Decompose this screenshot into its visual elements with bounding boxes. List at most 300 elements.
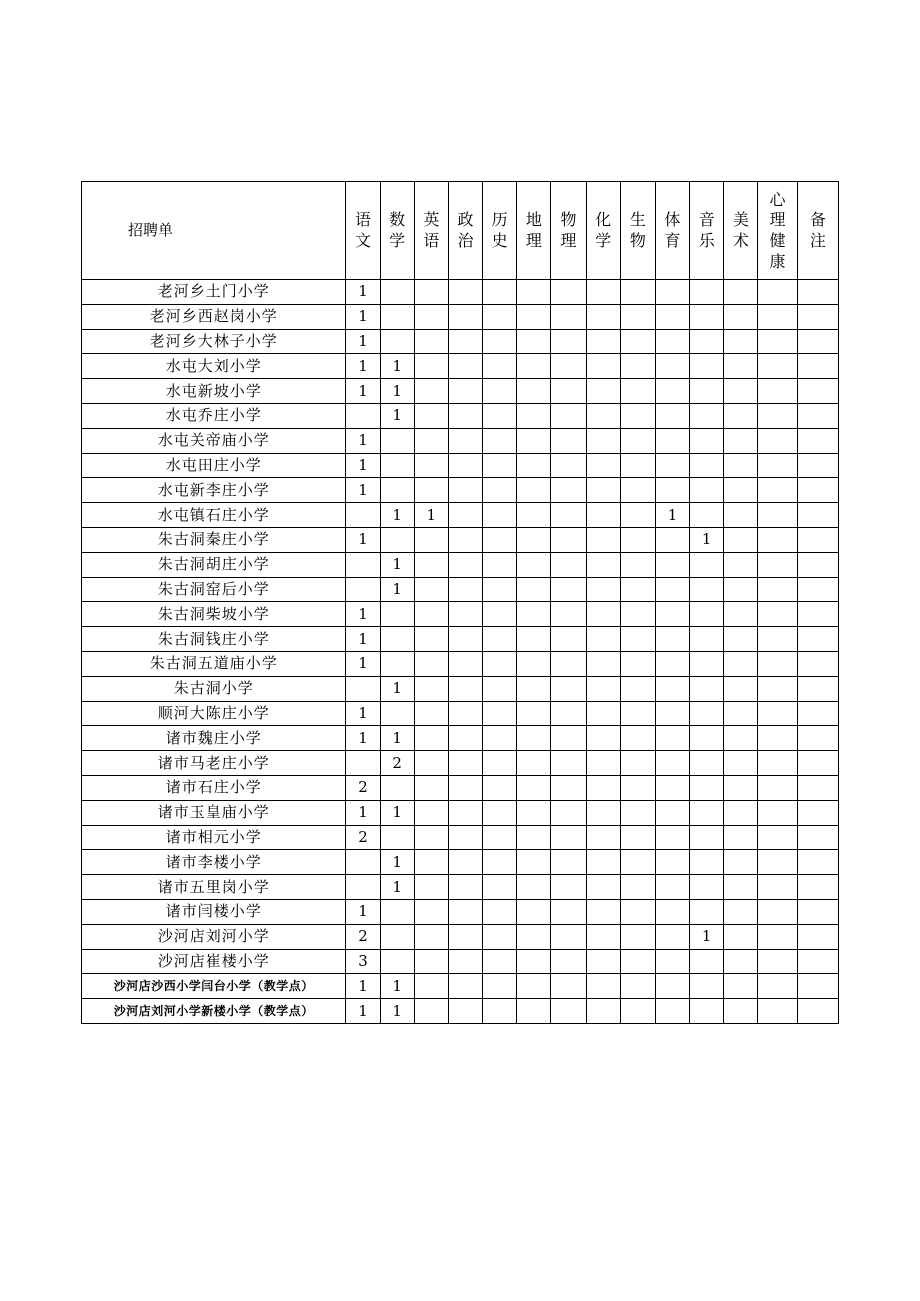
position-count-cell: 2: [380, 751, 414, 776]
recruitment-table: [81, 181, 839, 1024]
position-count-cell: 1: [690, 527, 724, 552]
position-count-cell: [620, 527, 655, 552]
table-row: [82, 403, 839, 428]
position-count-cell: [724, 379, 758, 404]
position-count-cell: [620, 875, 655, 900]
position-count-cell: [758, 602, 797, 627]
position-count-cell: [620, 924, 655, 949]
header-subject: [620, 182, 655, 280]
header-subject-char: 化: [595, 210, 612, 230]
position-count-cell: [551, 478, 586, 503]
position-count-cell: [414, 478, 448, 503]
school-name-cell: 水屯关帝庙小学: [82, 428, 346, 453]
header-subject: [517, 182, 551, 280]
position-count-cell: [620, 701, 655, 726]
position-count-cell: [448, 726, 482, 751]
position-count-cell: [620, 651, 655, 676]
position-count-cell: [346, 552, 380, 577]
position-count-cell: [551, 602, 586, 627]
header-subject-char: 语: [423, 231, 440, 250]
position-count-cell: [690, 726, 724, 751]
position-count-cell: [414, 825, 448, 850]
position-count-cell: [620, 825, 655, 850]
position-count-cell: [797, 850, 838, 875]
position-count-cell: [414, 751, 448, 776]
position-count-cell: 2: [346, 825, 380, 850]
position-count-cell: [586, 701, 620, 726]
position-count-cell: [586, 428, 620, 453]
position-count-cell: [724, 428, 758, 453]
table-row: [82, 825, 839, 850]
position-count-cell: [448, 379, 482, 404]
position-count-cell: [655, 726, 689, 751]
position-count-cell: [797, 899, 838, 924]
header-subject-char: 备: [809, 210, 826, 230]
position-count-cell: 1: [380, 354, 414, 379]
position-count-cell: [724, 974, 758, 999]
position-count-cell: [797, 280, 838, 305]
position-count-cell: [448, 428, 482, 453]
position-count-cell: [414, 304, 448, 329]
position-count-cell: [620, 478, 655, 503]
position-count-cell: [517, 924, 551, 949]
position-count-cell: [758, 379, 797, 404]
table-row: [82, 627, 839, 652]
position-count-cell: [655, 453, 689, 478]
position-count-cell: [551, 924, 586, 949]
header-subject: [551, 182, 586, 280]
header-subject: [758, 182, 797, 280]
position-count-cell: [414, 701, 448, 726]
position-count-cell: [655, 676, 689, 701]
position-count-cell: [655, 428, 689, 453]
position-count-cell: [346, 503, 380, 528]
position-count-cell: [448, 304, 482, 329]
header-subject-char: 康: [769, 251, 786, 271]
position-count-cell: [551, 974, 586, 999]
table-row: [82, 428, 839, 453]
school-name-cell: 朱古洞小学: [82, 676, 346, 701]
position-count-cell: [758, 701, 797, 726]
position-count-cell: [448, 280, 482, 305]
table-row: [82, 850, 839, 875]
position-count-cell: [724, 552, 758, 577]
position-count-cell: [483, 552, 517, 577]
position-count-cell: [517, 651, 551, 676]
position-count-cell: [724, 999, 758, 1024]
position-count-cell: [758, 577, 797, 602]
position-count-cell: 1: [346, 354, 380, 379]
table-row: [82, 478, 839, 503]
header-subject-char: 物: [560, 210, 577, 230]
position-count-cell: [655, 478, 689, 503]
table-row: [82, 949, 839, 974]
position-count-cell: [483, 304, 517, 329]
school-name-cell: 老河乡土门小学: [82, 280, 346, 305]
position-count-cell: [758, 527, 797, 552]
position-count-cell: 1: [346, 701, 380, 726]
position-count-cell: [586, 552, 620, 577]
position-count-cell: [483, 428, 517, 453]
position-count-cell: [724, 775, 758, 800]
header-subject: [724, 182, 758, 280]
school-name-cell: 诸市马老庄小学: [82, 751, 346, 776]
position-count-cell: 1: [346, 304, 380, 329]
position-count-cell: [690, 428, 724, 453]
position-count-cell: [620, 577, 655, 602]
position-count-cell: [483, 379, 517, 404]
position-count-cell: [655, 850, 689, 875]
position-count-cell: [758, 329, 797, 354]
position-count-cell: [517, 329, 551, 354]
position-count-cell: [724, 280, 758, 305]
position-count-cell: [551, 403, 586, 428]
position-count-cell: [797, 949, 838, 974]
position-count-cell: [797, 453, 838, 478]
position-count-cell: 1: [380, 503, 414, 528]
school-name-cell: 诸市石庄小学: [82, 775, 346, 800]
position-count-cell: [483, 602, 517, 627]
position-count-cell: [448, 329, 482, 354]
position-count-cell: [414, 875, 448, 900]
position-count-cell: [620, 403, 655, 428]
position-count-cell: [517, 602, 551, 627]
position-count-cell: [586, 379, 620, 404]
position-count-cell: 2: [346, 924, 380, 949]
position-count-cell: [797, 503, 838, 528]
position-count-cell: [724, 875, 758, 900]
position-count-cell: [758, 949, 797, 974]
position-count-cell: [551, 354, 586, 379]
position-count-cell: [586, 403, 620, 428]
position-count-cell: [655, 875, 689, 900]
table-row: [82, 280, 839, 305]
position-count-cell: [448, 602, 482, 627]
position-count-cell: [551, 751, 586, 776]
position-count-cell: [586, 651, 620, 676]
position-count-cell: [690, 379, 724, 404]
position-count-cell: [551, 428, 586, 453]
position-count-cell: [620, 949, 655, 974]
header-subject-char: 术: [732, 231, 749, 250]
header-subject-char: 心: [769, 189, 786, 209]
position-count-cell: [448, 627, 482, 652]
position-count-cell: [380, 651, 414, 676]
position-count-cell: [551, 825, 586, 850]
table-row: [82, 329, 839, 354]
position-count-cell: [690, 825, 724, 850]
position-count-cell: [758, 552, 797, 577]
position-count-cell: [346, 676, 380, 701]
position-count-cell: [690, 899, 724, 924]
position-count-cell: [724, 676, 758, 701]
table-row: [82, 775, 839, 800]
position-count-cell: [483, 775, 517, 800]
school-name-cell: 老河乡大林子小学: [82, 329, 346, 354]
position-count-cell: [483, 651, 517, 676]
position-count-cell: 1: [346, 329, 380, 354]
position-count-cell: [797, 329, 838, 354]
position-count-cell: [758, 627, 797, 652]
position-count-cell: 3: [346, 949, 380, 974]
position-count-cell: [380, 453, 414, 478]
position-count-cell: [517, 974, 551, 999]
school-name-cell: 水屯田庄小学: [82, 453, 346, 478]
header-subject-char: 文: [354, 231, 371, 250]
position-count-cell: 2: [346, 775, 380, 800]
position-count-cell: [380, 602, 414, 627]
position-count-cell: [797, 527, 838, 552]
header-subject-char: 理: [525, 231, 542, 250]
position-count-cell: [414, 800, 448, 825]
position-count-cell: [448, 825, 482, 850]
position-count-cell: [655, 527, 689, 552]
school-name-cell: 诸市李楼小学: [82, 850, 346, 875]
position-count-cell: [797, 875, 838, 900]
position-count-cell: [483, 924, 517, 949]
position-count-cell: [483, 453, 517, 478]
position-count-cell: [758, 875, 797, 900]
position-count-cell: [620, 379, 655, 404]
position-count-cell: [586, 899, 620, 924]
table-row: [82, 999, 839, 1024]
position-count-cell: [724, 577, 758, 602]
position-count-cell: [414, 627, 448, 652]
position-count-cell: [655, 304, 689, 329]
position-count-cell: [620, 676, 655, 701]
position-count-cell: [797, 825, 838, 850]
position-count-cell: [586, 775, 620, 800]
header-recruiting-unit: 招聘单: [82, 182, 346, 280]
school-name-cell: 诸市相元小学: [82, 825, 346, 850]
header-subject: [380, 182, 414, 280]
position-count-cell: [690, 676, 724, 701]
school-name-cell: 朱古洞钱庄小学: [82, 627, 346, 652]
position-count-cell: [620, 726, 655, 751]
position-count-cell: [797, 478, 838, 503]
position-count-cell: [483, 527, 517, 552]
position-count-cell: [483, 403, 517, 428]
position-count-cell: [758, 354, 797, 379]
position-count-cell: [551, 775, 586, 800]
position-count-cell: [690, 701, 724, 726]
position-count-cell: [551, 676, 586, 701]
table-row: [82, 577, 839, 602]
position-count-cell: [797, 379, 838, 404]
position-count-cell: 1: [346, 478, 380, 503]
school-name-cell: 沙河店沙西小学闫台小学（教学点）: [82, 974, 346, 999]
position-count-cell: [586, 354, 620, 379]
position-count-cell: [690, 552, 724, 577]
position-count-cell: [620, 775, 655, 800]
position-count-cell: [586, 875, 620, 900]
position-count-cell: [483, 627, 517, 652]
header-subject: [448, 182, 482, 280]
table-row: [82, 726, 839, 751]
position-count-cell: [655, 280, 689, 305]
position-count-cell: [797, 800, 838, 825]
school-name-cell: 水屯镇石庄小学: [82, 503, 346, 528]
position-count-cell: [586, 503, 620, 528]
position-count-cell: [448, 775, 482, 800]
position-count-cell: [690, 304, 724, 329]
position-count-cell: [690, 354, 724, 379]
position-count-cell: [620, 850, 655, 875]
position-count-cell: [586, 751, 620, 776]
position-count-cell: [690, 280, 724, 305]
position-count-cell: [797, 627, 838, 652]
table-row: [82, 527, 839, 552]
position-count-cell: [758, 651, 797, 676]
header-subject-char: 历: [491, 210, 508, 230]
position-count-cell: [448, 751, 482, 776]
position-count-cell: [620, 329, 655, 354]
school-name-cell: 朱古洞五道庙小学: [82, 651, 346, 676]
position-count-cell: [586, 949, 620, 974]
header-subject-char: 英: [423, 210, 440, 230]
position-count-cell: [724, 354, 758, 379]
position-count-cell: [380, 329, 414, 354]
position-count-cell: [380, 701, 414, 726]
position-count-cell: [620, 280, 655, 305]
position-count-cell: [448, 676, 482, 701]
position-count-cell: [346, 875, 380, 900]
position-count-cell: [551, 701, 586, 726]
position-count-cell: [758, 453, 797, 478]
position-count-cell: [551, 280, 586, 305]
position-count-cell: 1: [346, 974, 380, 999]
position-count-cell: [655, 949, 689, 974]
table-row: [82, 552, 839, 577]
position-count-cell: [724, 651, 758, 676]
position-count-cell: [448, 701, 482, 726]
position-count-cell: [551, 304, 586, 329]
position-count-cell: [797, 602, 838, 627]
position-count-cell: [551, 527, 586, 552]
position-count-cell: [414, 280, 448, 305]
position-count-cell: [448, 503, 482, 528]
school-name-cell: 水屯乔庄小学: [82, 403, 346, 428]
position-count-cell: [517, 701, 551, 726]
position-count-cell: [414, 527, 448, 552]
position-count-cell: [724, 329, 758, 354]
position-count-cell: [448, 974, 482, 999]
position-count-cell: [620, 552, 655, 577]
position-count-cell: [517, 775, 551, 800]
position-count-cell: [517, 726, 551, 751]
school-name-cell: 诸市闫楼小学: [82, 899, 346, 924]
position-count-cell: [517, 999, 551, 1024]
position-count-cell: [380, 949, 414, 974]
header-subject-char: 音: [698, 210, 715, 230]
position-count-cell: [517, 478, 551, 503]
school-name-cell: 朱古洞秦庄小学: [82, 527, 346, 552]
position-count-cell: [517, 850, 551, 875]
position-count-cell: [483, 751, 517, 776]
position-count-cell: [797, 304, 838, 329]
position-count-cell: [517, 304, 551, 329]
position-count-cell: [551, 552, 586, 577]
position-count-cell: [448, 949, 482, 974]
position-count-cell: [414, 602, 448, 627]
position-count-cell: [586, 527, 620, 552]
position-count-cell: [690, 751, 724, 776]
position-count-cell: [655, 602, 689, 627]
position-count-cell: [448, 651, 482, 676]
position-count-cell: [620, 627, 655, 652]
position-count-cell: [620, 800, 655, 825]
position-count-cell: [586, 329, 620, 354]
header-subject-char: 学: [389, 231, 406, 250]
position-count-cell: [380, 304, 414, 329]
position-count-cell: [448, 899, 482, 924]
school-name-cell: 朱古洞柴坡小学: [82, 602, 346, 627]
position-count-cell: 1: [346, 651, 380, 676]
position-count-cell: [758, 726, 797, 751]
position-count-cell: [414, 999, 448, 1024]
position-count-cell: [346, 751, 380, 776]
position-count-cell: [346, 577, 380, 602]
position-count-cell: [655, 825, 689, 850]
position-count-cell: [724, 478, 758, 503]
position-count-cell: 1: [655, 503, 689, 528]
position-count-cell: [724, 453, 758, 478]
position-count-cell: [448, 999, 482, 1024]
position-count-cell: [517, 379, 551, 404]
table-row: [82, 354, 839, 379]
position-count-cell: [724, 850, 758, 875]
position-count-cell: [655, 577, 689, 602]
position-count-cell: [448, 403, 482, 428]
position-count-cell: [620, 602, 655, 627]
header-subject-char: 理: [769, 210, 786, 230]
header-subject-char: 语: [354, 210, 371, 230]
position-count-cell: [380, 280, 414, 305]
position-count-cell: [414, 329, 448, 354]
position-count-cell: [448, 453, 482, 478]
position-count-cell: [517, 627, 551, 652]
header-subject-char: 育: [664, 231, 681, 250]
position-count-cell: [690, 974, 724, 999]
position-count-cell: [758, 280, 797, 305]
position-count-cell: [797, 577, 838, 602]
position-count-cell: 1: [346, 999, 380, 1024]
position-count-cell: [724, 527, 758, 552]
position-count-cell: [586, 924, 620, 949]
position-count-cell: [655, 751, 689, 776]
position-count-cell: [655, 999, 689, 1024]
position-count-cell: 1: [346, 726, 380, 751]
position-count-cell: 1: [346, 280, 380, 305]
position-count-cell: [483, 503, 517, 528]
table-row: [82, 379, 839, 404]
position-count-cell: [690, 775, 724, 800]
position-count-cell: [414, 949, 448, 974]
position-count-cell: [380, 825, 414, 850]
position-count-cell: 1: [346, 379, 380, 404]
position-count-cell: [690, 651, 724, 676]
header-subject: [483, 182, 517, 280]
position-count-cell: [551, 949, 586, 974]
position-count-cell: [758, 850, 797, 875]
position-count-cell: [690, 577, 724, 602]
position-count-cell: 1: [380, 800, 414, 825]
position-count-cell: [483, 949, 517, 974]
school-name-cell: 水屯大刘小学: [82, 354, 346, 379]
position-count-cell: 1: [380, 974, 414, 999]
position-count-cell: [690, 403, 724, 428]
position-count-cell: [797, 354, 838, 379]
